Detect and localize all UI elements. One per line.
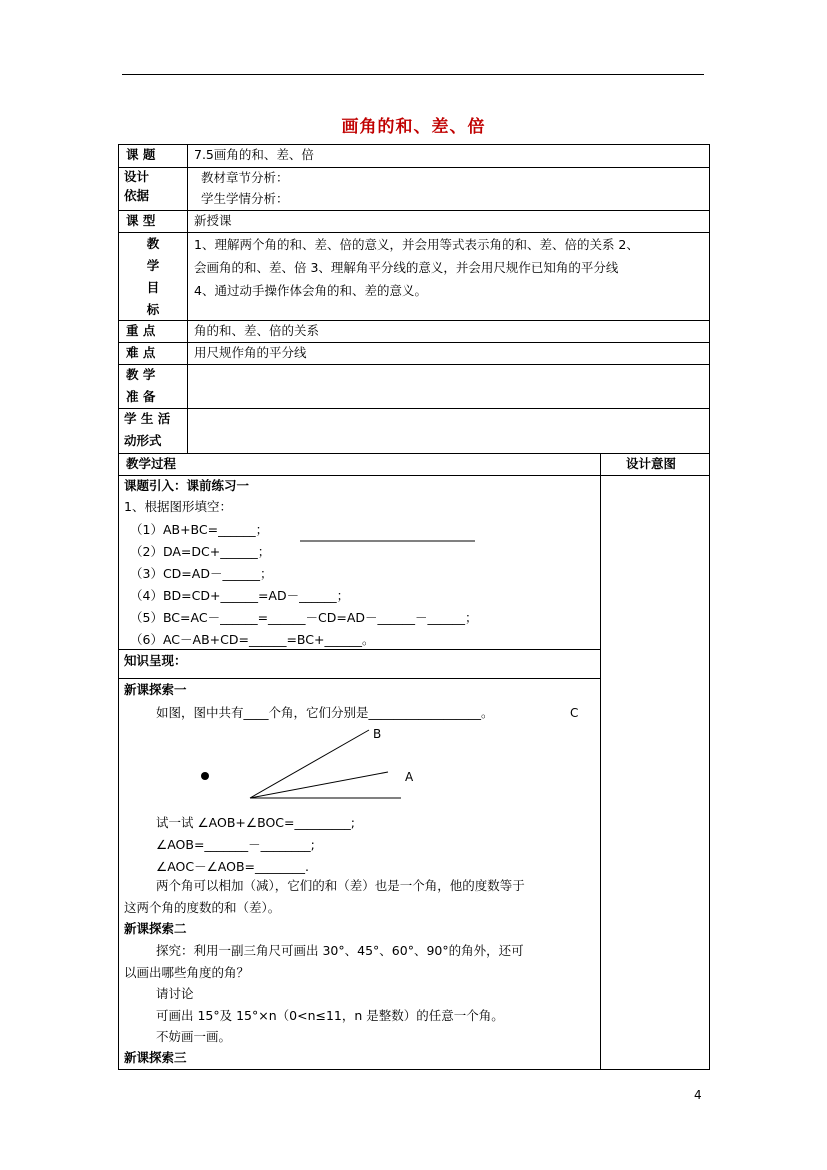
try-line: 试一试 ∠AOB+∠BOC=_________;	[156, 815, 355, 830]
try-line: ∠AOB=_______－________;	[156, 837, 315, 852]
key-value: 角的和、差、倍的关系	[194, 323, 320, 338]
design-label: 设计 依据	[124, 169, 150, 203]
topic-label: 课 题	[126, 147, 156, 162]
header-rule	[122, 74, 704, 75]
label-a: A	[405, 770, 414, 784]
design-basis	[201, 167, 289, 209]
exercise-line: （4）BD=CD+______=AD－______；	[130, 588, 350, 603]
key-label: 重 点	[126, 323, 156, 338]
label-b: B	[373, 727, 382, 741]
design-line-students: 学生学情分析：	[201, 191, 289, 206]
exercise-title: 1、根据图形填空：	[124, 499, 232, 514]
design-intent-header: 设计意图	[626, 456, 677, 471]
explore1-question: 如图，图中共有____个角，它们分别是__________________。	[156, 705, 494, 720]
goal-text	[194, 233, 639, 302]
prep-label: 教 学 准 备	[126, 367, 156, 404]
exercise-line: （6）AC－AB+CD=______=BC+______。	[130, 632, 375, 647]
point-dot	[201, 772, 209, 780]
exercise-line: （3）CD=AD－______；	[130, 566, 273, 581]
exercise-line: （5）BC=AC－______=______－CD=AD－______－______；	[130, 610, 478, 625]
explore2-line: 请讨论	[156, 986, 194, 1001]
design-line-textbook: 教材章节分析：	[201, 170, 289, 185]
type-label: 课 型	[126, 213, 156, 228]
try-line: ∠AOC－∠AOB=________.	[156, 859, 310, 874]
explore1-conclusion: 两个角可以相加（减），它们的和（差）也是一个角，他的度数等于	[156, 878, 525, 893]
exercise-line: （2）DA=DC+______；	[130, 544, 271, 559]
activity-label: 学 生 活 动形式	[124, 411, 171, 448]
explore2-heading: 新课探索二	[124, 921, 187, 936]
intro-heading: 课题引入：课前练习一	[124, 478, 250, 493]
segment-figure	[300, 538, 480, 544]
goal-line: 1、理解两个角的和、差、倍的意义，并会用等式表示角的和、差、倍的关系 2、	[194, 237, 639, 252]
goal-line: 4、通过动手操作体会角的和、差的意义。	[194, 283, 427, 298]
knowledge-heading: 知识呈现：	[124, 653, 187, 668]
page-number: 4	[694, 1088, 702, 1102]
explore2-line: 不妨画一画。	[156, 1029, 232, 1044]
goal-label: 教 学 目 标	[146, 236, 160, 317]
explore1-heading: 新课探索一	[124, 682, 187, 697]
type-value: 新授课	[194, 213, 232, 228]
ray-ob	[250, 772, 388, 798]
difficulty-label: 难 点	[126, 345, 156, 360]
explore3-heading: 新课探索三	[124, 1050, 187, 1065]
topic-value: 7.5画角的和、差、倍	[194, 147, 314, 162]
exercise-line: （1）AB+BC=______；	[130, 522, 269, 537]
explore2-line: 以画出哪些角度的角？	[124, 965, 250, 980]
document-title: 画角的和、差、倍	[341, 117, 486, 137]
label-c: C	[570, 706, 579, 720]
explore2-line: 可画出 15°及 15°×n（0<n≤11，n 是整数）的任意一个角。	[156, 1008, 504, 1023]
goal-line: 会画角的和、差、倍 3、理解角平分线的意义，并会用尺规作已知角的平分线	[194, 260, 619, 275]
process-header: 教学过程	[126, 456, 177, 471]
ray-oc	[250, 730, 369, 798]
difficulty-value: 用尺规作角的平分线	[194, 345, 307, 360]
angle-figure	[195, 700, 585, 810]
explore1-conclusion: 这两个角的度数的和（差）。	[124, 900, 281, 915]
explore2-line: 探究：利用一副三角尺可画出 30°、45°、60°、90°的角外，还可	[156, 943, 524, 958]
